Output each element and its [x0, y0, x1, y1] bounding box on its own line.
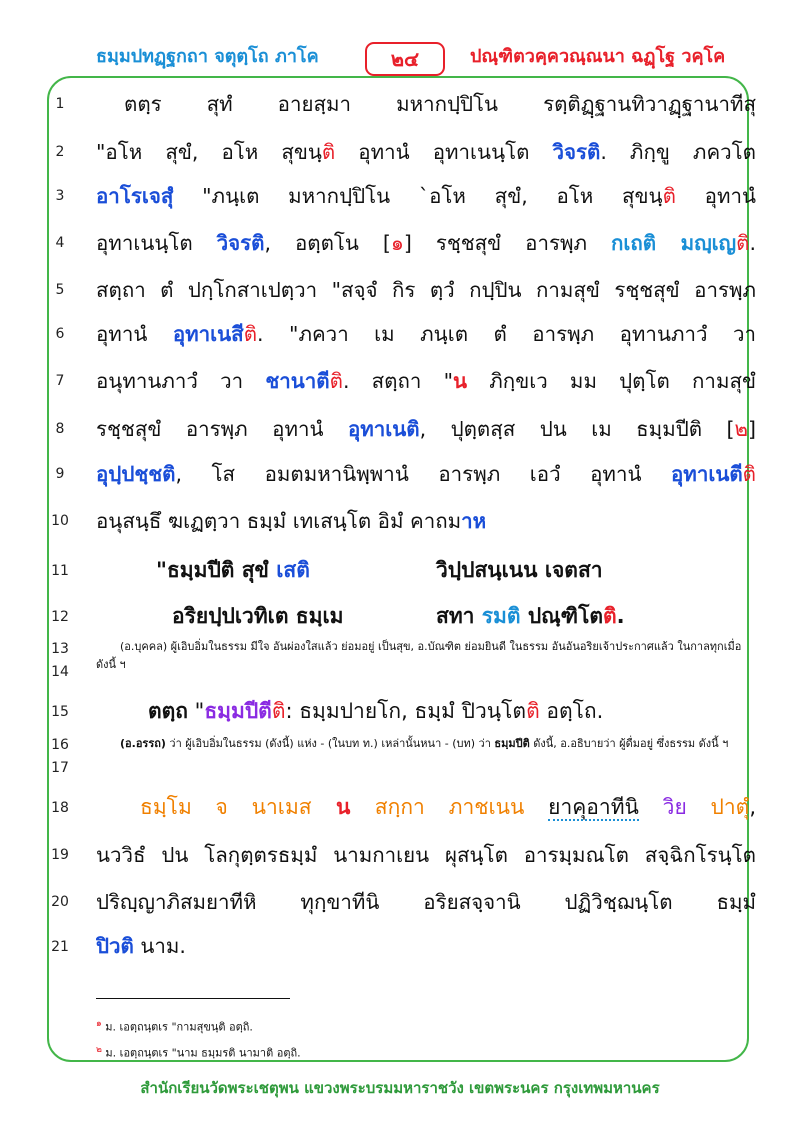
- line-number: 10: [51, 513, 69, 529]
- line-number: 20: [51, 894, 69, 910]
- line-number: 16: [51, 737, 69, 753]
- line-number: 6: [55, 326, 65, 342]
- line-number: 19: [51, 847, 69, 863]
- line-number: 14: [51, 664, 69, 680]
- line-number: 8: [55, 421, 65, 437]
- line-number: 1: [55, 96, 65, 112]
- line-number: 18: [51, 800, 69, 816]
- line-number: 12: [51, 609, 69, 625]
- text-line-7: อนุทานภาวํ วา ชานาตีติ. สตฺถา "น ภิกฺขเว มม ปุตฺโต กามสุขํ: [96, 369, 756, 393]
- line-number: 17: [51, 760, 69, 776]
- line-number: 4: [55, 235, 65, 251]
- text-line-15: ตตฺถ "ธมฺมปีตีติ: ธมฺมปายโก, ธมฺมํ ปิวนฺโตติ อตฺโถ.: [148, 699, 604, 723]
- line-number: 13: [51, 641, 69, 657]
- line-number: 3: [55, 188, 65, 204]
- text-line-20: ปริญฺญาภิสมยาทีหิ ทุกฺขาทีนิ อริยสจฺจานิ ปฏิวิชฺฌนฺโต ธมฺมํ: [96, 890, 756, 914]
- text-line-5: สตฺถา ตํ ปกฺโกสาเปตฺวา "สจฺจํ กิร ตฺวํ กปฺปิน กามสุขํ รชฺชสุขํ อารพฺภ: [96, 278, 756, 302]
- text-line-18: ธมฺโม จ นาเมส น สกฺกา ภาชเนน ยาคุอาทีนิ วิย ปาตุํ,: [140, 795, 756, 819]
- text-line-9: อุปฺปชฺชติ, โส อมตมหานิพฺพานํ อารพฺภ เอวํ อุทานํ อุทาเนตีติ: [96, 462, 756, 486]
- footnote-1: $^๑$ ม. เอตฺถนฺตเร "กามสุขนฺติ อตฺถิ.: [96, 1019, 253, 1034]
- text-line-6: อุทานํ อุทาเนสีติ. "ภควา เม ภนฺเต ตํ อารพฺภ อุทานภาวํ วา: [96, 322, 756, 346]
- line-number: 2: [55, 144, 65, 160]
- verse-line-1a: "ธมฺมปีติ สุขํ เสติ: [156, 558, 310, 582]
- footnote-rule: [96, 998, 290, 999]
- line-number: 7: [55, 373, 65, 389]
- text-line-10: อนุสนฺธึ ฆเฏตฺวา ธมฺมํ เทเสนฺโต อิมํ คาถมาห: [96, 509, 487, 533]
- footnote-2: $^๒$ ม. เอตฺถนฺตเร "นาม ธมฺมรติ นามาติ อตฺถิ.: [96, 1045, 301, 1060]
- line-number: 11: [51, 563, 69, 579]
- text-line-2: "อโห สุขํ, อโห สุขนฺติ อุทานํ อุทาเนนฺโต วิจรติ. ภิกฺขู ภควโต: [96, 140, 756, 164]
- page-footer: สำนักเรียนวัดพระเชตุพน แขวงพระบรมมหาราชวัง เขตพระนคร กรุงเทพมหานคร: [140, 1079, 660, 1097]
- verse-line-2a: อริยปฺปเวทิเต ธมฺเม: [172, 604, 344, 628]
- text-line-4: อุทาเนนฺโต วิจรติ, อตฺตโน [๑] รชฺชสุขํ อารพฺภ กเถติ มญฺเญติ.: [96, 231, 756, 255]
- page-number-badge: ๒๔: [365, 42, 445, 76]
- text-line-3: อาโรเจสุํ "ภนฺเต มหากปฺปิโน `อโห สุขํ, อโห สุขนฺติ อุทานํ: [96, 184, 756, 208]
- verse-line-1b: วิปฺปสนฺเนน เจตสา: [436, 558, 603, 582]
- line-number: 21: [51, 939, 69, 955]
- line-number: 5: [55, 282, 65, 298]
- header-right-title: ปณฺฑิตวคฺควณฺณนา ฉฏฺโฐ วคฺโค: [470, 46, 726, 67]
- translation-note-1: (อ.บุคคล) ผู้เอิบอิ่มในธรรม มีใจ อันผ่องใสแล้ว ย่อมอยู่ เป็นสุข, อ.บัณฑิต ย่อมยินดี ในธรรม อันอันอริยเจ้าประกาศแล้ว ในกาลทุกเมื่อ ดังนี้ ฯ: [96, 640, 742, 671]
- line-number: 9: [55, 466, 65, 482]
- header-left-title: ธมฺมปทฏฺฐกถา จตุตฺโถ ภาโค: [96, 46, 319, 67]
- text-line-8: รชฺชสุขํ อารพฺภ อุทานํ อุทาเนติ, ปุตฺตสฺส ปน เม ธมฺมปีติ [๒]: [96, 417, 756, 441]
- translation-note-2: (อ.อรรถ) ว่า ผู้เอิบอิ่มในธรรม (ดังนี้) แห่ง - (ในบท ท.) เหล่านั้นหนา - (บท) ว่า ธมฺมปีติ ดังนี้, อ.อธิบายว่า ผู้ดื่มอยู่ ซึ่งธรรม ดังนี้ ฯ: [120, 737, 729, 750]
- verse-line-2b: สทา รมติ ปณฺฑิโตติ.: [436, 604, 625, 628]
- text-line-21: ปิวติ นาม.: [96, 934, 186, 958]
- line-number: 15: [51, 704, 69, 720]
- text-line-1: ตตฺร สุทํ อายสฺมา มหากปฺปิโน รตฺติฏฺฐานทิวาฏฺฐานาทีสุ: [124, 92, 756, 116]
- text-line-19: นววิธํ ปน โลกุตฺตรธมฺมํ นามกาเยน ผุสนฺโต อารมฺมณโต สจฺฉิกโรนฺโต: [96, 843, 756, 867]
